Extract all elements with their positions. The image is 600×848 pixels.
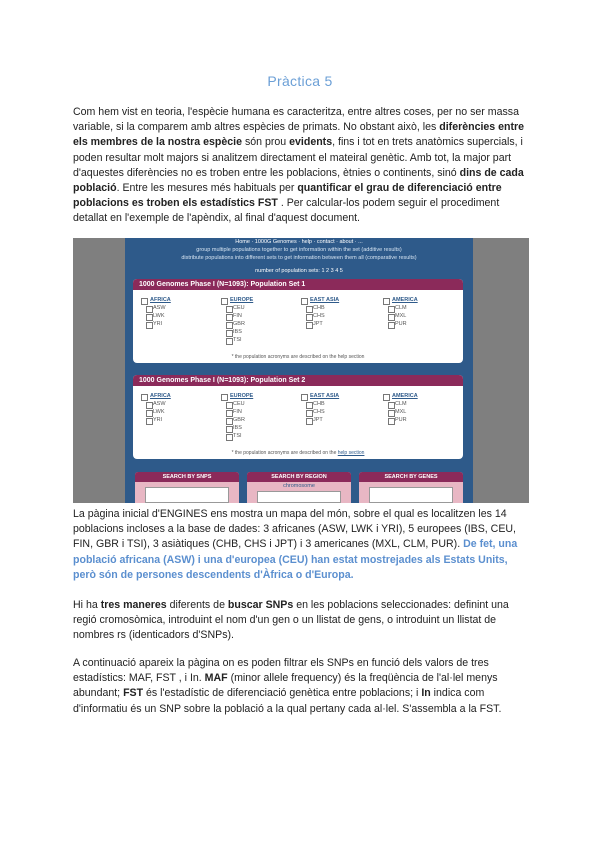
engines-paragraph bbox=[73, 507, 531, 583]
search-by-genes-tab[interactable] bbox=[359, 472, 463, 503]
population-checkbox[interactable]: ASW bbox=[141, 401, 171, 407]
population-set-2-panel bbox=[133, 375, 463, 459]
population-checkbox[interactable]: GBR bbox=[221, 417, 253, 423]
search-paragraph bbox=[73, 598, 531, 644]
bold-run: MAF bbox=[204, 672, 228, 685]
population-checkbox[interactable]: LWK bbox=[141, 313, 171, 319]
engines-instructions-1: group multiple populations together to get information within the set (additive results) bbox=[196, 247, 402, 253]
text-run: La pàgina inicial d'ENGINES ens mostra un mapa del món, sobre el qual es localitzen les 14 poblacions incloses a la base de dades: 3 africanes (ASW, LWK i YRI), 5 europees (IBS, CEU, FIN, GBR i TSI), 3 asiàtiques (CHB, CHS i JPT) i 3 americanes (MXL, CLM, PUR). bbox=[73, 508, 516, 551]
population-checkbox[interactable]: LWK bbox=[141, 409, 171, 415]
bold-run: In bbox=[421, 687, 431, 700]
population-checkbox[interactable]: CLM bbox=[383, 305, 418, 311]
population-sets-count: number of population sets: 1 2 3 4 5 bbox=[255, 268, 343, 274]
group-america-1[interactable] bbox=[383, 297, 418, 327]
group-east-asia-2[interactable] bbox=[301, 393, 339, 423]
search-tabs bbox=[125, 472, 473, 503]
help-section-link[interactable]: help section bbox=[337, 450, 365, 456]
tab-label[interactable]: SEARCH BY REGION bbox=[247, 472, 351, 482]
group-label[interactable]: AFRICA bbox=[141, 297, 171, 303]
tab-label[interactable]: SEARCH BY GENES bbox=[359, 472, 463, 482]
population-checkbox[interactable]: CHB bbox=[301, 401, 339, 407]
text-run: (minor allele frequency) és la freqüència de l'al·lel menys abundant; bbox=[73, 672, 498, 700]
bold-run: quantificar el grau de diferenciació entre poblacions es troben els estadístics FST bbox=[73, 182, 502, 210]
acronyms-note-1: * the population acronyms are described on the help section bbox=[231, 354, 365, 360]
engines-screenshot bbox=[73, 238, 529, 503]
group-europe-1[interactable] bbox=[221, 297, 253, 343]
intro-paragraph bbox=[73, 105, 531, 227]
page-title: Pràctica 5 bbox=[267, 73, 333, 89]
population-checkbox[interactable]: IBS bbox=[221, 425, 253, 431]
snps-input[interactable] bbox=[145, 487, 229, 503]
search-by-region-tab[interactable] bbox=[247, 472, 351, 503]
group-europe-2[interactable] bbox=[221, 393, 253, 439]
population-checkbox[interactable]: CEU bbox=[221, 401, 253, 407]
population-checkbox[interactable]: PUR bbox=[383, 321, 418, 327]
population-checkbox[interactable]: CLM bbox=[383, 401, 418, 407]
group-label[interactable]: AMERICA bbox=[383, 393, 418, 399]
population-checkbox[interactable]: CHS bbox=[301, 313, 339, 319]
population-checkbox[interactable]: GBR bbox=[221, 321, 253, 327]
population-checkbox[interactable]: MXL bbox=[383, 313, 418, 319]
text-run: Hi ha bbox=[73, 599, 101, 611]
population-checkbox[interactable]: MXL bbox=[383, 409, 418, 415]
population-checkbox[interactable]: JPT bbox=[301, 321, 339, 327]
group-label[interactable]: AFRICA bbox=[141, 393, 171, 399]
group-africa-2[interactable] bbox=[141, 393, 171, 423]
text-run: , fins i tot en trets anatòmics supercials, i poden resultar molt majors si analitzem directament el mateiral genètic. Amb tot, la major part d'aquestes diferències no es troben entre les poblacions, ètnies o continents, sinó bbox=[73, 136, 523, 179]
population-checkbox[interactable]: YRI bbox=[141, 321, 171, 327]
engines-instructions-2: distribute populations into different sets to get information between them all (comparative results) bbox=[181, 255, 417, 261]
filter-paragraph bbox=[73, 656, 531, 717]
population-set-2-title: 1000 Genomes Phase I (N=1093): Population Set 2 bbox=[133, 375, 463, 386]
text-run: A continuació apareix la pàgina on es poden filtrar els SNPs en funció dels valors de tres estadístics: MAF, FST , i In. bbox=[73, 657, 489, 685]
bold-run: buscar SNPs bbox=[227, 599, 294, 611]
bold-run: dins de cada població bbox=[73, 166, 524, 195]
text-run: Com hem vist en teoria, l'espècie humana es caracteritza, entre altres coses, per no ser massa variable, si la comparem amb altres espècies de primats. No obstant això, les bbox=[73, 106, 519, 134]
group-america-2[interactable] bbox=[383, 393, 418, 423]
population-checkbox[interactable]: TSI bbox=[221, 433, 253, 439]
text-run: indica com d'informatiu és un SNP sobre la població a la qual pertany cada al·lel. S'assembla a la FST. bbox=[73, 687, 502, 715]
population-checkbox[interactable]: IBS bbox=[221, 329, 253, 335]
group-label[interactable]: EAST ASIA bbox=[301, 297, 339, 303]
population-checkbox[interactable]: JPT bbox=[301, 417, 339, 423]
bold-run: tres maneres bbox=[100, 599, 167, 611]
tab-label[interactable]: SEARCH BY SNPS bbox=[135, 472, 239, 482]
group-east-asia-1[interactable] bbox=[301, 297, 339, 327]
chromosome-label: chromosome bbox=[283, 483, 315, 489]
text-run: és l'estadístic de diferenciació genètica entre poblacions; i bbox=[143, 687, 422, 700]
engines-page bbox=[125, 238, 473, 503]
population-checkbox[interactable]: FIN bbox=[221, 409, 253, 415]
population-checkbox[interactable]: PUR bbox=[383, 417, 418, 423]
population-set-1-title: 1000 Genomes Phase I (N=1093): Population Set 1 bbox=[133, 279, 463, 290]
population-checkbox[interactable]: ASW bbox=[141, 305, 171, 311]
group-label[interactable]: AMERICA bbox=[383, 297, 418, 303]
group-label[interactable]: EUROPE bbox=[221, 393, 253, 399]
group-label[interactable]: EUROPE bbox=[221, 297, 253, 303]
population-checkbox[interactable]: CEU bbox=[221, 305, 253, 311]
population-checkbox[interactable]: YRI bbox=[141, 417, 171, 423]
acronyms-note-2 bbox=[133, 450, 463, 456]
population-checkbox[interactable]: CHS bbox=[301, 409, 339, 415]
population-set-1-panel bbox=[133, 279, 463, 363]
engines-header bbox=[125, 238, 473, 276]
genes-input[interactable] bbox=[369, 487, 453, 503]
population-checkbox[interactable]: FIN bbox=[221, 313, 253, 319]
group-africa-1[interactable] bbox=[141, 297, 171, 327]
text-run: . Entre les mesures més habituals per bbox=[116, 182, 298, 195]
text-run: . Per calcular-los podem seguir el procediment detallat en l'exemple de l'apèndix, al final d'aquest document. bbox=[73, 197, 500, 225]
group-label[interactable]: EAST ASIA bbox=[301, 393, 339, 399]
engines-nav: Home · 1000G Genomes · help · contact · about · ... bbox=[235, 239, 363, 245]
highlight-run: De fet, una població africana (ASW) i una d'europea (CEU) han estat mostrejades als Estats Units, però són de persones descendents d'Àfrica o d'Europa. bbox=[73, 538, 518, 581]
region-input[interactable] bbox=[257, 491, 341, 503]
population-checkbox[interactable]: CHB bbox=[301, 305, 339, 311]
text-run: són prou bbox=[242, 136, 290, 149]
bold-run: evidents bbox=[289, 136, 333, 149]
search-by-snps-tab[interactable] bbox=[135, 472, 239, 503]
bold-run: FST bbox=[123, 687, 144, 700]
text-run: diferents de bbox=[166, 599, 228, 611]
bold-run: diferències entre els membres de la nostra espècie bbox=[73, 121, 525, 149]
note-text: * the population acronyms are described on the bbox=[231, 450, 338, 456]
text-run: en les poblacions seleccionades: definint una regió cromosòmica, introduint el nom d'un gen o un llistat de gens, o introduint un llistat de nombres rs (identicadors d'SNPs). bbox=[73, 599, 509, 642]
population-checkbox[interactable]: TSI bbox=[221, 337, 253, 343]
